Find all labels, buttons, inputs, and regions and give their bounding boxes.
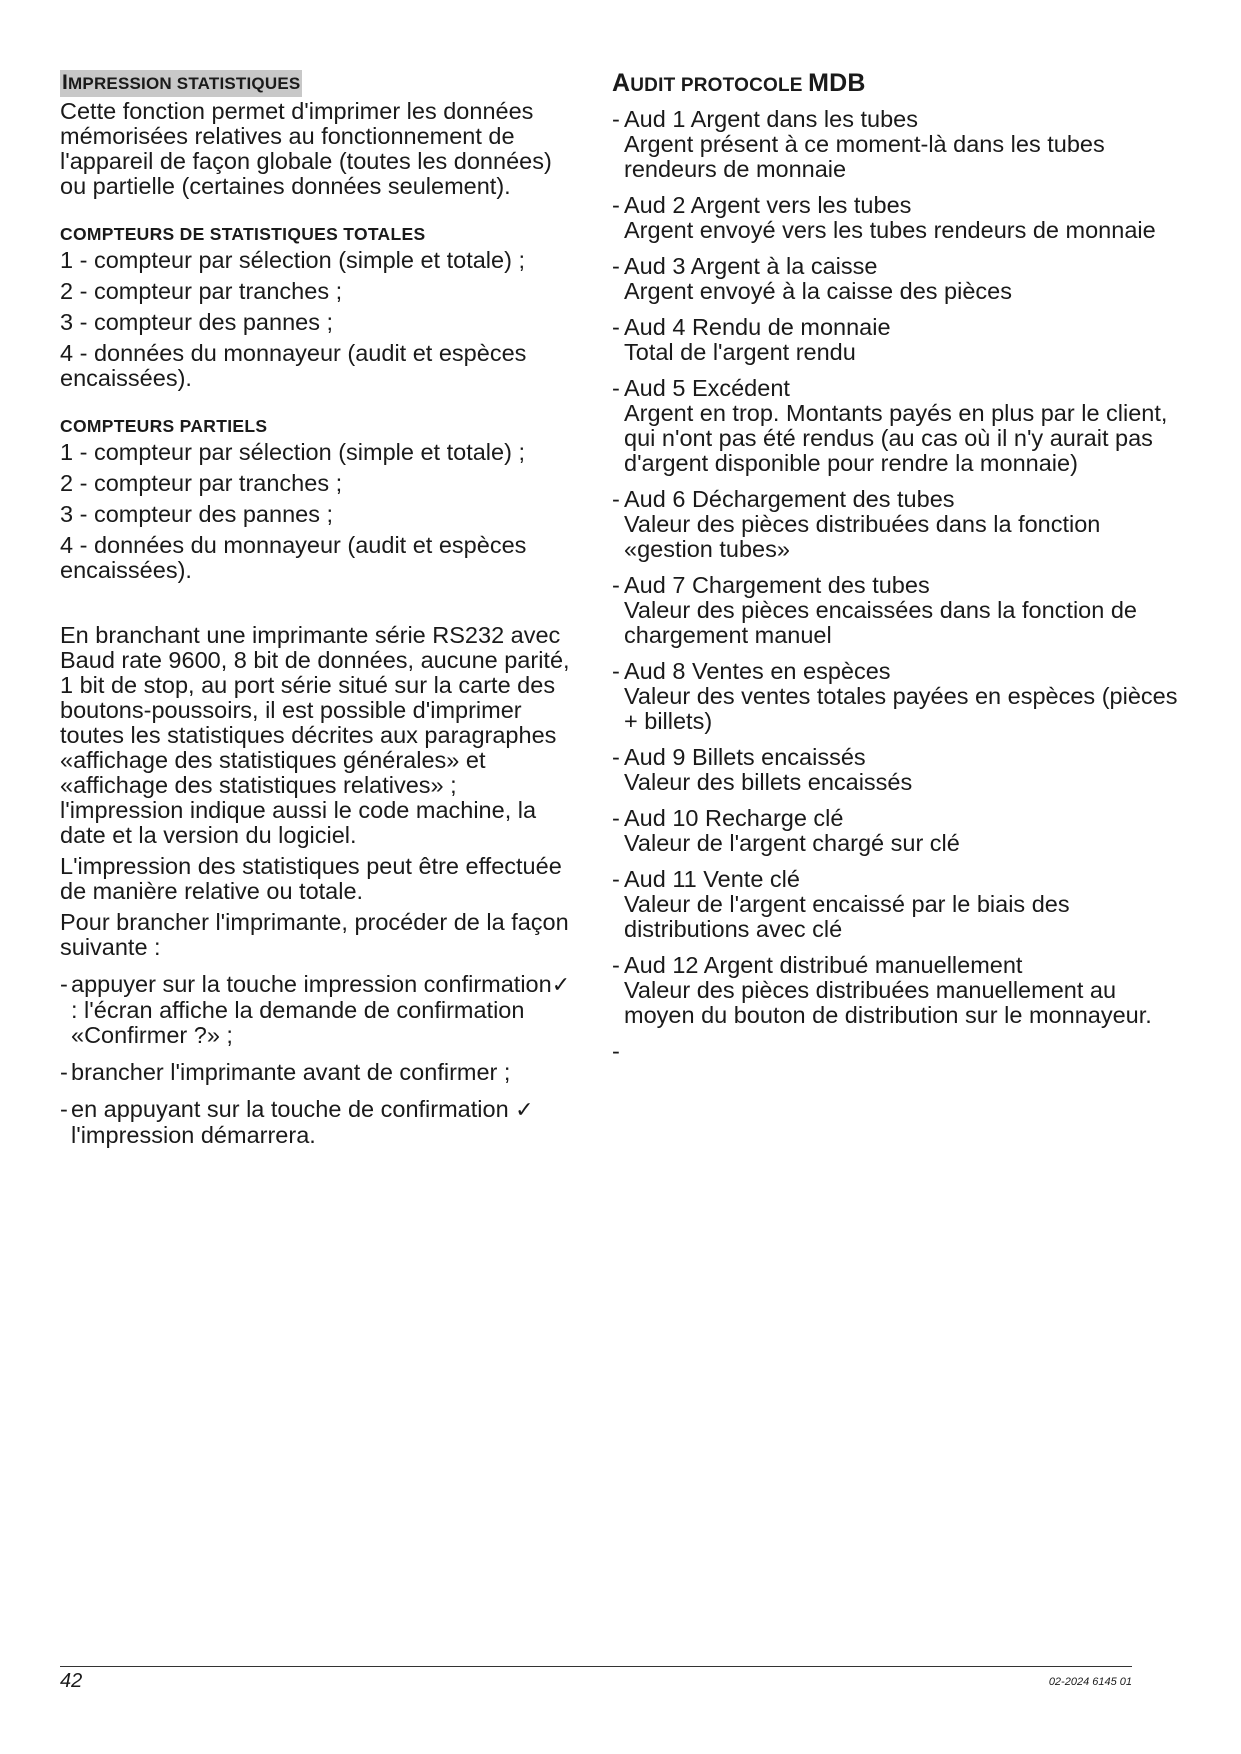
audit-item: - Aud 2 Argent vers les tubes Argent envoyé vers les tubes rendeurs de monnaie (612, 192, 1156, 243)
intro-paragraph: Cette fonction permet d'imprimer les données mémorisées relatives au fonctionnement de l'appareil de façon globale (toutes les données) ou partielle (certaines données seulement). (60, 98, 552, 199)
audit-item: - Aud 3 Argent à la caisse Argent envoyé à la caisse des pièces (612, 253, 1012, 304)
list-item: 4 - données du monnayeur (audit et espèces encaissées). (60, 532, 527, 583)
audit-item: - Aud 7 Chargement des tubes Valeur des pièces encaissées dans la fonction de chargement manuel (612, 572, 1137, 648)
document-code: 02-2024 6145 01 (1048, 1676, 1132, 1688)
audit-item: - Aud 11 Vente clé Valeur de l'argent encaissé par le biais des distributions avec clé (612, 866, 1070, 942)
list-item: 2 - compteur par tranches ; (60, 470, 343, 496)
step-item: - brancher l'imprimante avant de confirmer ; (60, 1059, 511, 1085)
footer-divider (60, 1666, 1132, 1667)
audit-item: - Aud 10 Recharge clé Valeur de l'argent chargé sur clé (612, 805, 960, 856)
step-item: - en appuyant sur la touche de confirmation ✓ l'impression démarrera. (60, 1096, 534, 1148)
subtitle-partiels: COMPTEURS PARTIELS (60, 416, 268, 436)
list-item: 1 - compteur par sélection (simple et totale) ; (60, 247, 525, 273)
audit-list (612, 107, 1182, 1064)
section-title-audit: AUDIT PROTOCOLE MDB (612, 69, 866, 97)
trailing-dash: - (612, 1038, 620, 1064)
check-icon: ✓ (551, 973, 571, 998)
step-item: - appuyer sur la touche impression confirmation✓ : l'écran affiche la demande de confirmation «Confirmer ?» ; (60, 971, 571, 1048)
list-item: 1 - compteur par sélection (simple et totale) ; (60, 439, 525, 465)
audit-item: - Aud 5 Excédent Argent en trop. Montants payés en plus par le client, qui n'ont pas été rendus (au cas où il n'y aurait pas d'argent disponible pour rendre la monnaie) (612, 375, 1168, 476)
section-title-impression: IMPRESSION STATISTIQUES (60, 70, 302, 97)
list-item: 2 - compteur par tranches ; (60, 278, 343, 304)
check-icon: ✓ (515, 1098, 534, 1123)
audit-item: - Aud 9 Billets encaissés Valeur des billets encaissés (612, 744, 913, 795)
list-item: 4 - données du monnayeur (audit et espèces encaissées). (60, 340, 527, 391)
partiels-list (60, 440, 580, 583)
audit-item: - Aud 6 Déchargement des tubes Valeur des pièces distribuées dans la fonction «gestion tubes» (612, 486, 1101, 562)
audit-item: - Aud 8 Ventes en espèces Valeur des ventes totales payées en espèces (pièces + billets) (612, 658, 1178, 734)
audit-item: - Aud 1 Argent dans les tubes Argent présent à ce moment-là dans les tubes rendeurs de monnaie (612, 106, 1105, 182)
audit-item: - Aud 12 Argent distribué manuellement Valeur des pièces distribuées manuellement au moyen du bouton de distribution sur le monnayeur. (612, 952, 1152, 1028)
left-column (60, 70, 580, 1160)
page-number: 42 (60, 1670, 83, 1692)
subtitle-totales: COMPTEURS DE STATISTIQUES TOTALES (60, 224, 426, 244)
rs232-paragraph: En branchant une imprimante série RS232 avec Baud rate 9600, 8 bit de données, aucune parité, 1 bit de stop, au port série situé sur la carte des boutons-poussoirs, il est possible d'imprimer toutes les statistiques décrites aux paragraphes «affichage des statistiques générales» et «affichage des statistiques relatives» ; l'impression indique aussi le code machine, la date et la version du logiciel. (60, 622, 570, 848)
list-item: 3 - compteur des pannes ; (60, 309, 334, 335)
right-column (612, 70, 1182, 1075)
procedure-intro: Pour brancher l'imprimante, procéder de la façon suivante : (60, 909, 569, 960)
audit-item: - Aud 4 Rendu de monnaie Total de l'argent rendu (612, 314, 891, 365)
relative-total-paragraph: L'impression des statistiques peut être effectuée de manière relative ou totale. (60, 853, 562, 904)
list-item: 3 - compteur des pannes ; (60, 501, 334, 527)
totales-list (60, 248, 580, 391)
